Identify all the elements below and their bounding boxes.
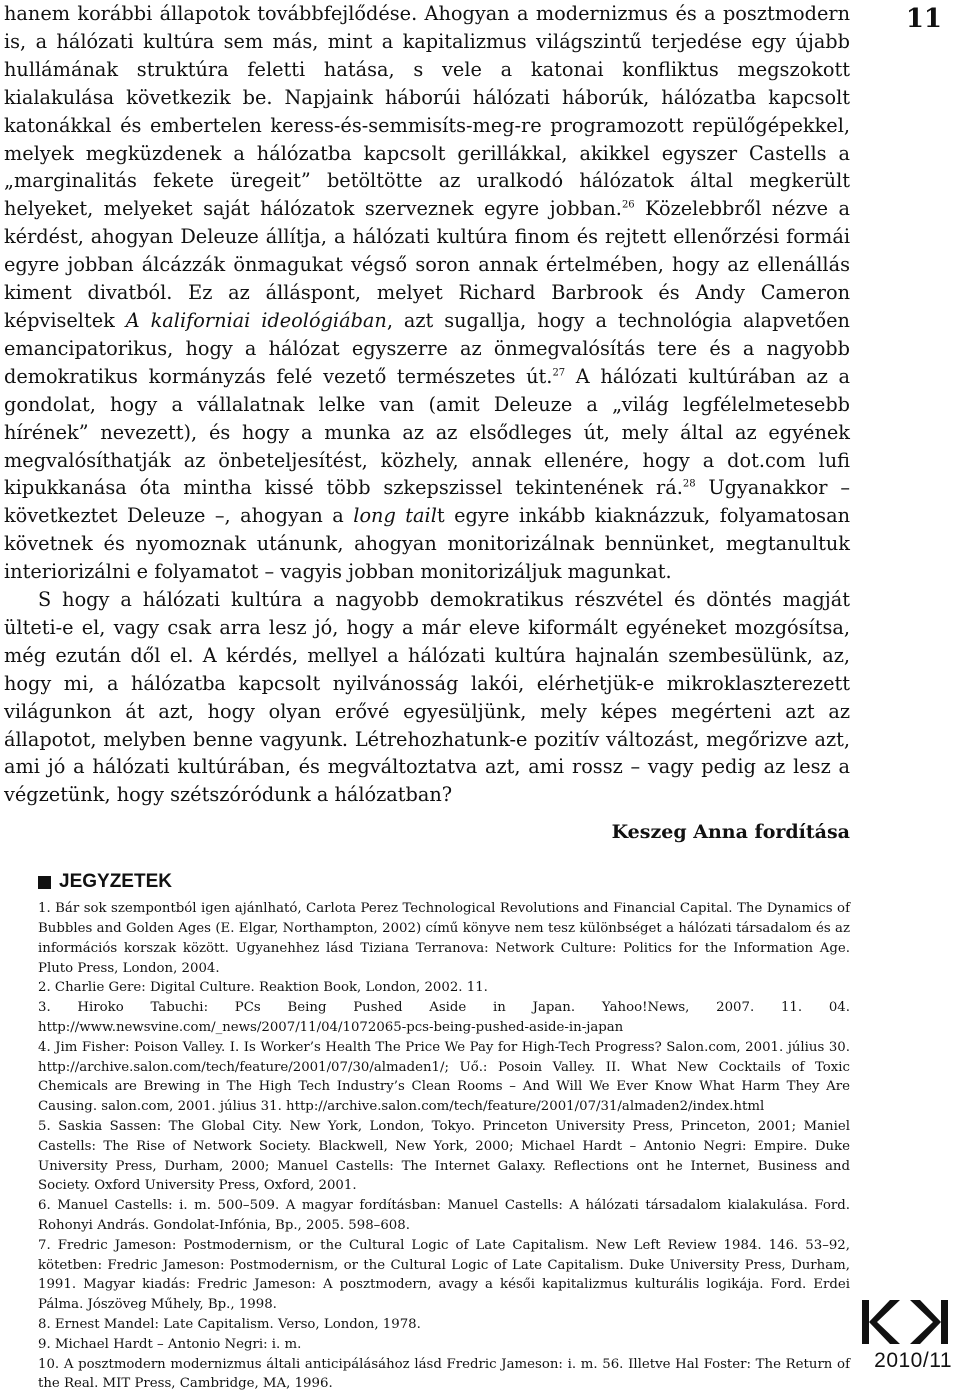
note-item: 9. Michael Hardt – Antonio Negri: i. m. bbox=[38, 1336, 302, 1352]
italic-title: A kaliforniai ideológiában bbox=[125, 308, 387, 332]
note-item: 2. Charlie Gere: Digital Culture. Reaktion Book, London, 2002. 11. bbox=[38, 980, 488, 996]
page-number: 11 bbox=[905, 4, 942, 34]
text-run: t egyre inkább kiaknázzuk, folyamatosan követnek és nyomoznak utánunk, ahogyan monitorizálnak bennünket, megtanultuk interiorizálni e folyamatot – vagyis jobban monitorizáljuk magunkat. bbox=[4, 504, 850, 584]
note-item: 8. Ernest Mandel: Late Capitalism. Verso, London, 1978. bbox=[38, 1317, 421, 1333]
text-run: hanem korábbi állapotok továbbfejlődése. Ahogyan a modernizmus és a posztmodern is, a hálózati kultúra sem más, mint a kapitalizmus világszintű terjedése egy újabb hullámának struktúra feletti hatása, s vele a katonai konfliktus megszokott kialakulása következik be. Napjaink háborúi hálózati háborúk, hálózatba kapcsolt katonákkal és embertelen keress-és-semmisíts-meg-re programozott repülőgépekkel, melyek megküzdenek a hálózatba kapcsolt gerillákkal, akikkel egyszer Castells a „marginalitás fekete üregeit” betöltötte az uralkodó hálózatok által megkerült helyeket, melyeket saját hálózatok szerveznek egyre jobban. bbox=[4, 2, 850, 221]
note-item: 3. Hiroko Tabuchi: PCs Being Pushed Aside in Japan. Yahoo!News, 2007. 11. 04. http://www.newsvine.com/_news/2007/11/04/1072065-pcs-being-pushed-aside-in-japan bbox=[38, 1000, 850, 1036]
note-item: 5. Saskia Sassen: The Global City. New York, London, Tokyo. Princeton University Press, Princeton, 2001; Maniel Castells: The Rise of Network Society. Blackwell, New York, 2000; Michael Hardt – Antonio Negri: Empire. Duke University Press, Durham, 2000; Manuel Castells: The Internet Galaxy. Reflections ont he Internet, Business and Society. Oxford University Press, Oxford, 2001. bbox=[38, 1119, 850, 1194]
body-text bbox=[4, 0, 850, 809]
note-item: 4. Jim Fisher: Poison Valley. I. Is Worker’s Health The Price We Pay for High-Tech Progress? Salon.com, 2001. július 30. http://archive.salon.com/tech/feature/2001/07/30/almaden1/; Uő.: Posoin Valley. II. What New Cocktails of Toxic Chemicals are Brewing in The High Tech Industry’s Clean Rooms – And Will We Ever Know What Harm They Are Causing. salon.com, 2001. július 31. http://archive.salon.com/tech/feature/2001/07/31/almaden2/index.html bbox=[38, 1039, 850, 1115]
notes-list bbox=[38, 899, 850, 1394]
main-column bbox=[4, 0, 850, 1394]
note-item: 1. Bár sok szempontból igen ajánlható, Carlota Perez Technological Revolutions and Financial Capital. The Dynamics of Bubbles and Golden Ages (E. Elgar, Northampton, 2002) című könyve nem tesz különbséget a hálózati társadalom és az információs korszak között. Ugyanehhez lásd Tiziana Terranova: Network Culture: Politics for the Information Age. Pluto Press, London, 2004. bbox=[38, 901, 850, 976]
footnote-ref-27: 27 bbox=[552, 367, 566, 379]
translator-credit: Keszeg Anna fordítása bbox=[611, 821, 850, 844]
issue-label: 2010/11 bbox=[874, 1349, 952, 1372]
paragraph-2: S hogy a hálózati kultúra a nagyobb demokratikus részvétel és döntés magját ülteti-e el, vagy csak arra lesz jó, hogy a már eleve kiformált egyéneket mozgósítsa, még ezután dől el. A kérdés, mellyel a hálózati kultúra hajnalán szembesülünk, az, hogy mi, a hálózatba kapcsolt nyilvánosság lakói, elérhetjük-e mikroklaszterezett világunkon át azt, hogy olyan erővé egyesüljünk, mely képes megérteni azt az állapotot, melyben benne vagyunk. Létrehozhatunk-e pozitív változást, megőrizve azt, ami jó a hálózati kultúrában, és megváltoztatva azt, ami rossz – vagy pedig az lesz a végzetünk, hogy szétszóródunk a hálózatban? bbox=[4, 588, 850, 807]
note-item: 7. Fredric Jameson: Postmodernism, or the Cultural Logic of Late Capitalism. New Left Review 1984. 146. 53–92, kötetben: Fredric Jameson: Postmodernism, or the Cultural Logic of Late Capitalism. Duke University Press, Durham, 1991. Magyar kiadás: Fredric Jameson: A posztmodern, avagy a késői kapitalizmus kulturális logikája. Ford. Erdei Pálma. Jószöveg Műhely, Bp., 1998. bbox=[38, 1237, 850, 1313]
italic-term: long tail bbox=[353, 504, 437, 528]
paragraph-1 bbox=[4, 0, 850, 586]
note-item: 6. Manuel Castells: i. m. 500–509. A magyar fordításban: Manuel Castells: A hálózati társadalom kialakulása. Ford. Rohonyi András. Gondolat-Infónia, Bp., 2005. 598–608. bbox=[38, 1198, 850, 1234]
text-run: , azt sugallja, hogy a technológia alapvetően emancipatorikus, hogy a hálózat egyszerre az önmegvalósítás tere és a nagyobb demokratikus kormányzás felé vezető természetes út. bbox=[4, 308, 850, 388]
notes-heading-label: JEGYZETEK bbox=[59, 871, 172, 893]
square-bullet-icon bbox=[38, 876, 51, 889]
note-item: 10. A posztmodern modernizmus általi anticipálásához lásd Fredric Jameson: i. m. 56. Illetve Hal Foster: The Return of the Real. MIT Press, Cambridge, MA, 1996. bbox=[38, 1356, 850, 1392]
text-run: Közelebbről nézve a kérdést, ahogyan Deleuze állítja, a hálózati kultúra finom és rejtett ellenőrzési formái egyre jobban álcázzák önmagukat végső soron annak értelmében, hogy az ellenállás kiment divatból. Ez az álláspont, melyet Richard Barbrook és Andy Cameron képviseltek bbox=[4, 197, 850, 332]
text-run: A hálózati kultúrában az a gondolat, hogy a vállalatnak lelke van (amit Deleuze a „világ legfélelmetesebb hírének” nevezett), és hogy a munka az az elsődleges út, mely által az egyének megvalósíthatják az önbeteljesítést, közhely, annak ellenére, hogy a dot.com lufi kipukkanása óta mintha kissé több szkepszissel tekintenének rá. bbox=[4, 364, 850, 500]
text-run: Ugyanakkor – következtet Deleuze –, ahogyan a bbox=[4, 476, 850, 528]
footnote-ref-28: 28 bbox=[682, 478, 696, 490]
notes-heading bbox=[38, 871, 850, 893]
kk-logo-icon bbox=[860, 1298, 950, 1346]
notes-section bbox=[4, 871, 850, 1394]
footnote-ref-26: 26 bbox=[621, 199, 635, 211]
